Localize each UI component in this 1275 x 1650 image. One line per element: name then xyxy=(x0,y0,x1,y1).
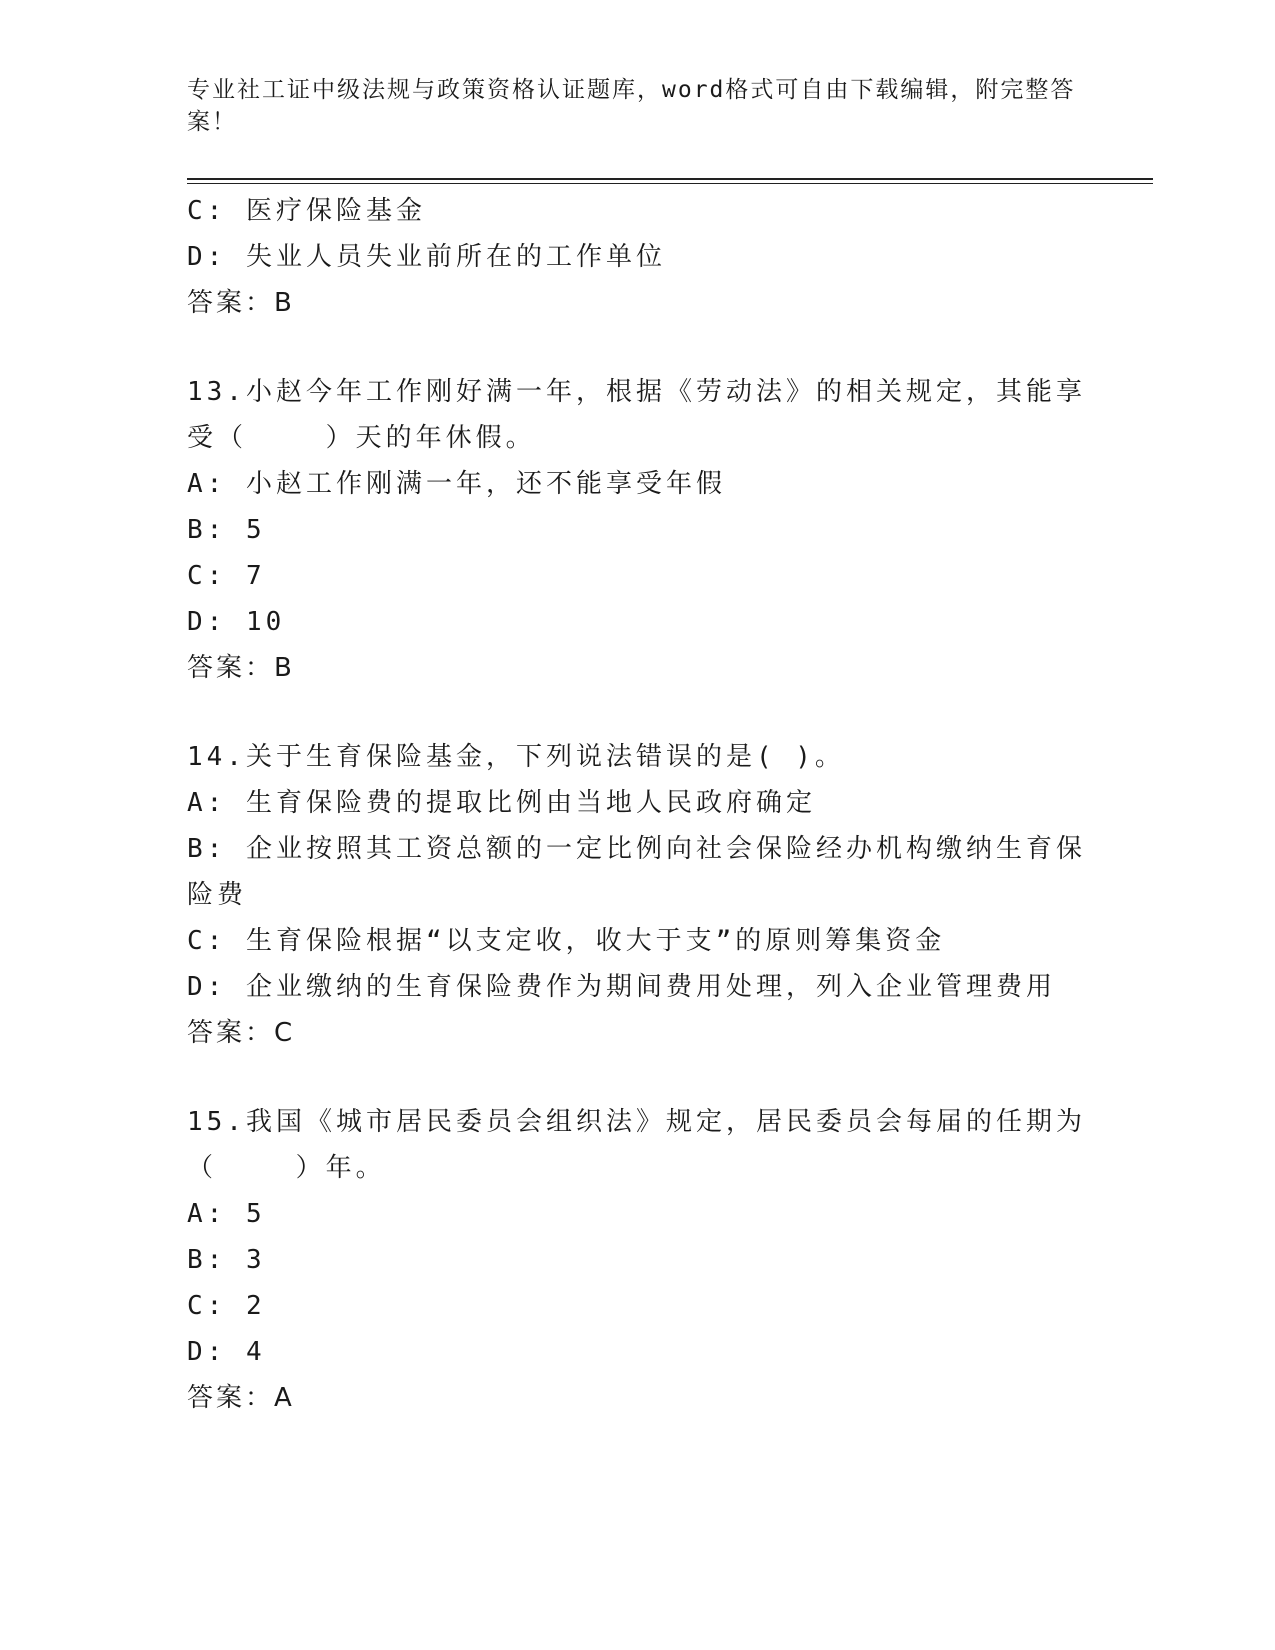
option-d: D: 企业缴纳的生育保险费作为期间费用处理，列入企业管理费用 xyxy=(187,972,1056,1002)
answer-line: 答案：C xyxy=(187,1018,296,1048)
header-divider-thick xyxy=(187,178,1153,180)
header-divider-thin xyxy=(187,183,1153,184)
answer-line: 答案：B xyxy=(187,653,295,683)
question-stem: 14.关于生育保险基金，下列说法错误的是( )。 xyxy=(187,742,845,772)
answer-line: 答案：A xyxy=(187,1383,295,1413)
document-header: 专业社工证中级法规与政策资格认证题库，word格式可自由下载编辑，附完整答案！ xyxy=(187,77,1076,135)
question-15 xyxy=(187,1099,1087,1421)
question-12-continued xyxy=(187,188,1087,326)
option-a: A: 小赵工作刚满一年，还不能享受年假 xyxy=(187,469,726,499)
option-c: C: 医疗保险基金 xyxy=(187,196,426,226)
option-d: D: 10 xyxy=(187,607,286,637)
option-d: D: 4 xyxy=(187,1337,266,1367)
question-list xyxy=(187,188,1087,1421)
question-14 xyxy=(187,734,1087,1056)
answer-line: 答案：B xyxy=(187,288,295,318)
option-b: B: 5 xyxy=(187,515,266,545)
question-stem: 15.我国《城市居民委员会组织法》规定，居民委员会每届的任期为（ ）年。 xyxy=(187,1107,1086,1183)
question-stem: 13.小赵今年工作刚好满一年，根据《劳动法》的相关规定，其能享受（ ）天的年休假。 xyxy=(187,377,1086,453)
option-c: C: 2 xyxy=(187,1291,266,1321)
option-b: B: 企业按照其工资总额的一定比例向社会保险经办机构缴纳生育保险费 xyxy=(187,834,1086,910)
option-c: C: 生育保险根据“以支定收，收大于支”的原则筹集资金 xyxy=(187,926,946,956)
option-a: A: 生育保险费的提取比例由当地人民政府确定 xyxy=(187,788,816,818)
option-d: D: 失业人员失业前所在的工作单位 xyxy=(187,242,666,272)
question-13 xyxy=(187,369,1087,691)
option-a: A: 5 xyxy=(187,1199,266,1229)
option-c: C: 7 xyxy=(187,561,266,591)
option-b: B: 3 xyxy=(187,1245,266,1275)
